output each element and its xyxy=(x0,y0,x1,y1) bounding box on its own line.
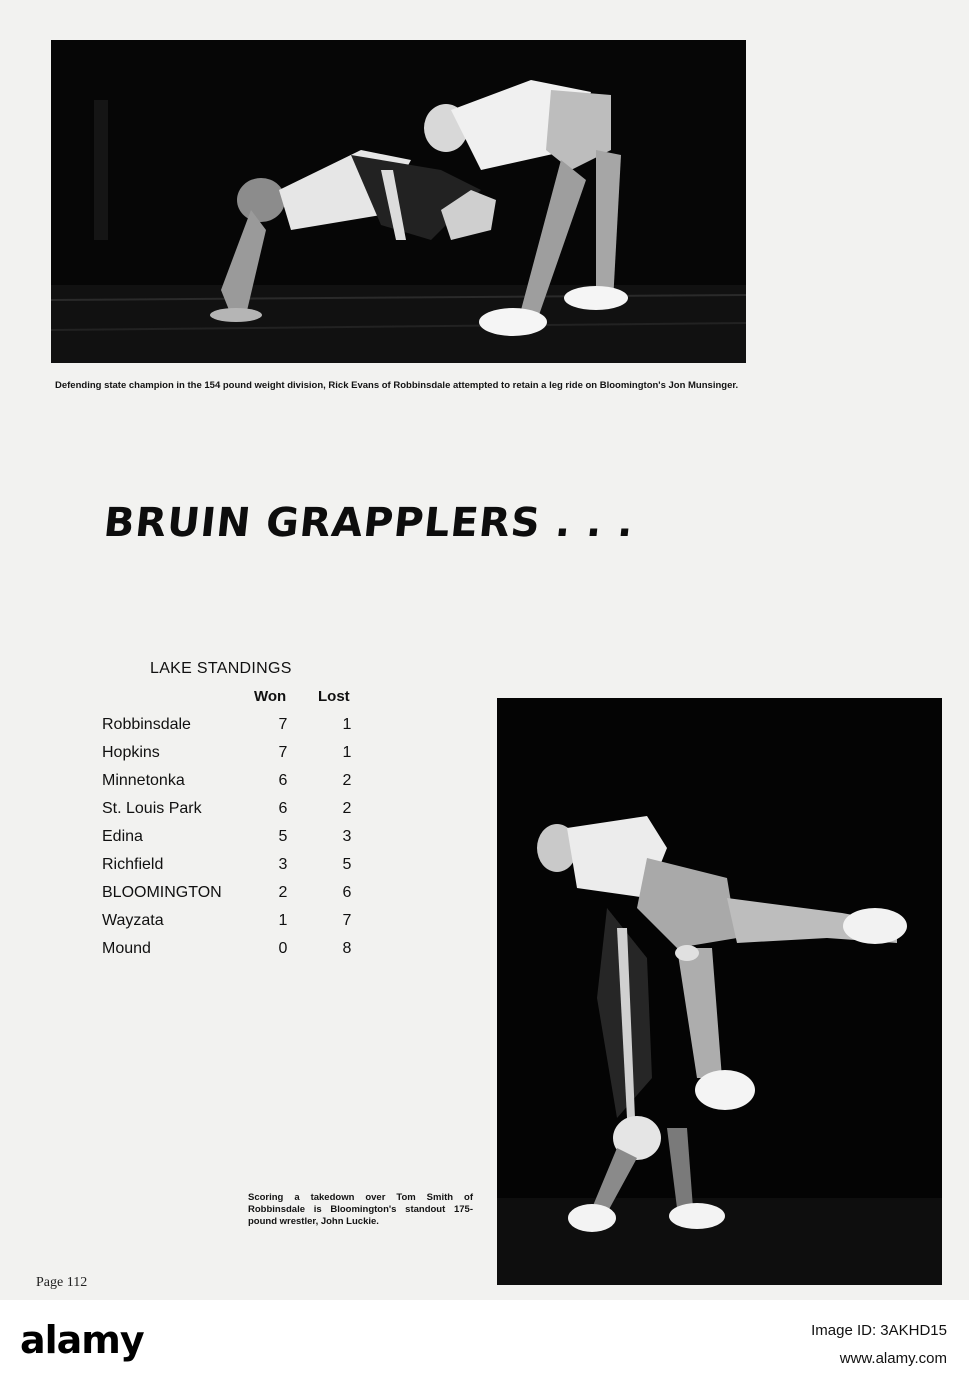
losses-value: 8 xyxy=(342,940,352,957)
table-row xyxy=(100,716,370,744)
wins-value: 3 xyxy=(278,856,288,873)
losses-value: 5 xyxy=(342,856,352,873)
table-row xyxy=(100,884,370,912)
wins-value: 6 xyxy=(278,772,288,789)
wins-value: 1 xyxy=(278,912,288,929)
standings-title: LAKE STANDINGS xyxy=(150,660,292,677)
wins-value: 5 xyxy=(278,828,288,845)
team-name: Hopkins xyxy=(102,744,160,761)
alamy-logo: alamy xyxy=(20,1318,144,1362)
website-link[interactable]: www.alamy.com xyxy=(839,1350,947,1367)
table-row xyxy=(100,828,370,856)
team-name: Wayzata xyxy=(102,912,164,929)
wrestling-photo-leg-ride xyxy=(51,40,746,363)
image-id: Image ID: 3AKHD15 xyxy=(811,1322,947,1339)
team-name: Edina xyxy=(102,828,143,845)
team-name: Robbinsdale xyxy=(102,716,191,733)
team-name: Mound xyxy=(102,940,151,957)
table-row xyxy=(100,800,370,828)
losses-value: 6 xyxy=(342,884,352,901)
losses-value: 2 xyxy=(342,800,352,817)
team-name: BLOOMINGTON xyxy=(102,884,222,901)
table-row xyxy=(100,856,370,884)
table-row xyxy=(100,912,370,940)
losses-value: 1 xyxy=(342,716,352,733)
headline: BRUIN GRAPPLERS . . . xyxy=(101,500,637,546)
wrestlers-silhouette-bottom xyxy=(497,698,942,1285)
wins-value: 6 xyxy=(278,800,288,817)
caption-bottom-photo: Scoring a takedown over Tom Smith of Robbinsdale is Bloomington's standout 175-pound wrestler, John Luckie. xyxy=(248,1192,473,1227)
losses-value: 7 xyxy=(342,912,352,929)
wins-value: 7 xyxy=(278,744,288,761)
wrestlers-silhouette-top xyxy=(51,40,746,363)
page-number: Page 112 xyxy=(36,1275,88,1290)
team-name: Richfield xyxy=(102,856,164,873)
table-row xyxy=(100,772,370,800)
caption-top-photo: Defending state champion in the 154 pound weight division, Rick Evans of Robbinsdale attempted to retain a leg ride on Bloomington's Jon Munsinger. xyxy=(55,380,739,391)
table-row xyxy=(100,744,370,772)
wrestling-photo-takedown xyxy=(497,698,942,1285)
team-name: Minnetonka xyxy=(102,772,185,789)
table-row xyxy=(100,940,370,968)
losses-value: 3 xyxy=(342,828,352,845)
wins-value: 2 xyxy=(278,884,288,901)
column-header-lost: Lost xyxy=(318,688,350,705)
column-header-won: Won xyxy=(254,688,287,705)
losses-value: 1 xyxy=(342,744,352,761)
stock-photo-footer xyxy=(0,1300,969,1390)
wins-value: 7 xyxy=(278,716,288,733)
wins-value: 0 xyxy=(278,940,288,957)
team-name: St. Louis Park xyxy=(102,800,202,817)
losses-value: 2 xyxy=(342,772,352,789)
